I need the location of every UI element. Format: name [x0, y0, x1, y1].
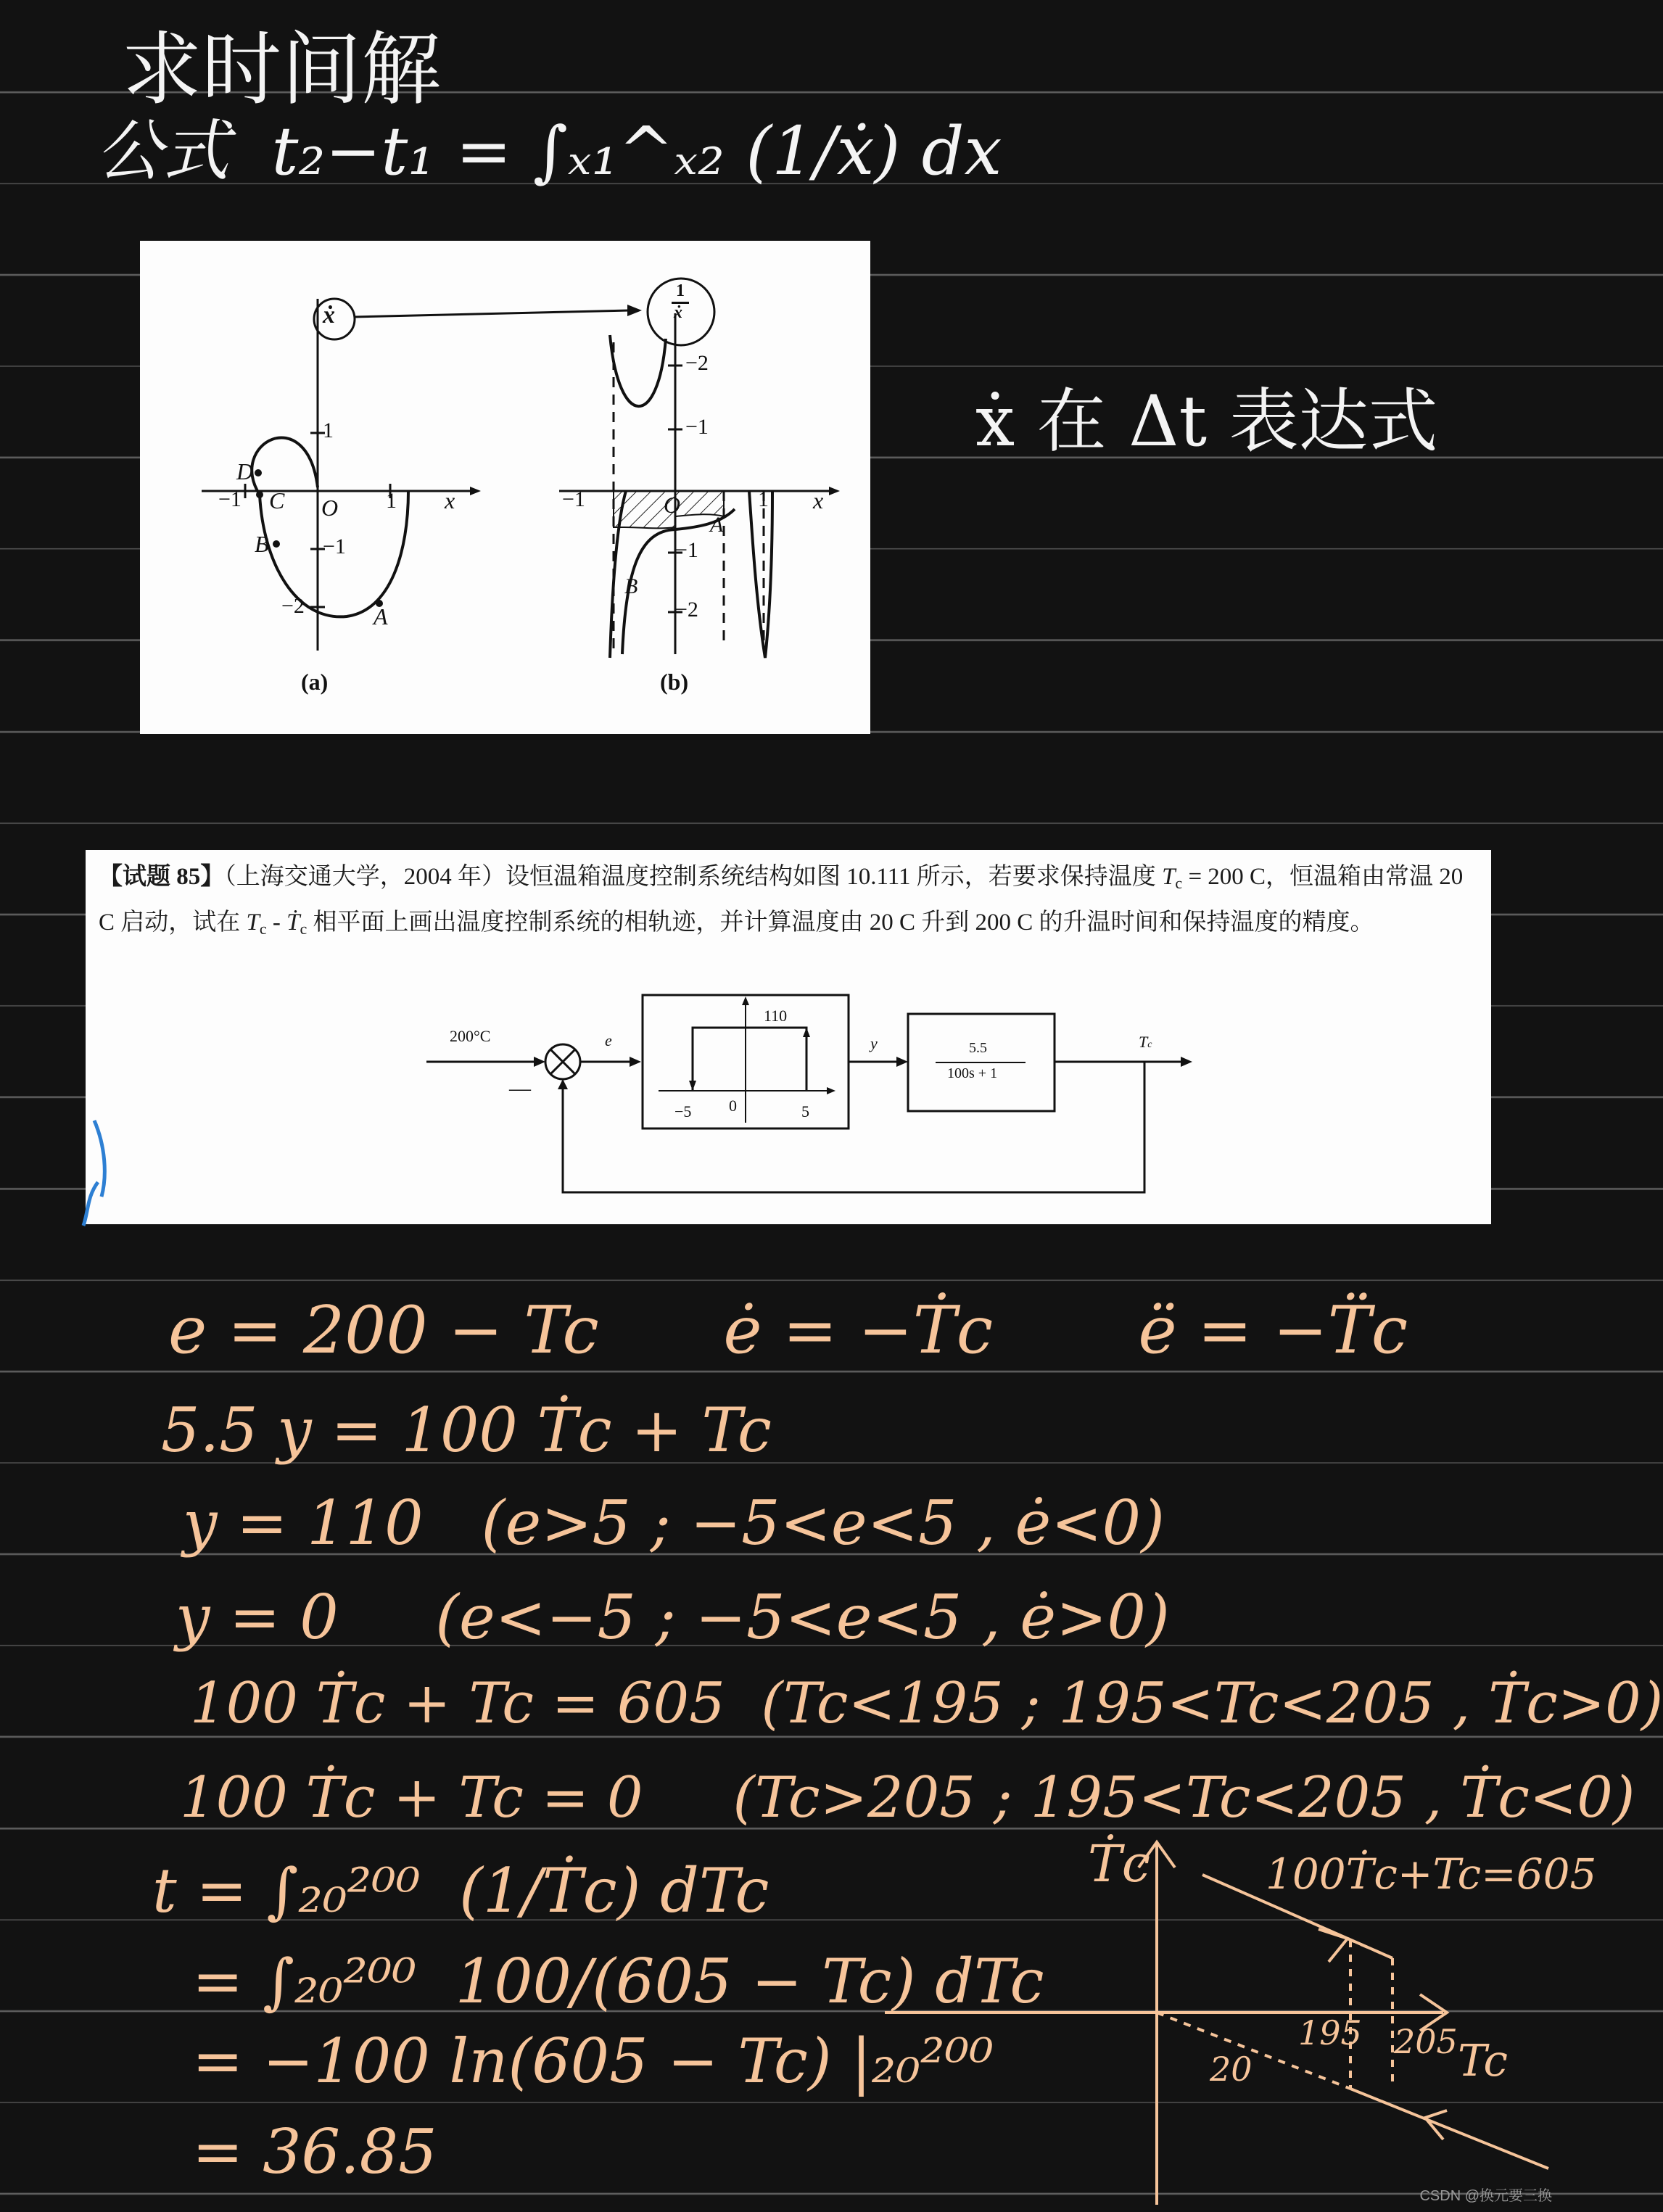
problem-source: （上海交通大学，2004 年）	[224, 864, 505, 890]
relay-zero-label: 0	[729, 1097, 737, 1115]
caption-b: (b)	[660, 669, 689, 695]
tc-symbol-2: T	[246, 909, 260, 936]
curve-a	[252, 437, 408, 616]
caption-a: (a)	[301, 669, 329, 695]
solution-line-6: 100 Ṫc + Tc = 0 (Tc>205 ; 195<Tc<205 , Ṫc<0)	[180, 1765, 1635, 1831]
formula-note: 公式 t₂−t₁ = ∫ₓ₁^ₓ₂ (1/ẋ) dx	[96, 112, 1002, 190]
e-label: e	[605, 1031, 612, 1049]
solution-line-5: 100 Ṫc + Tc = 605 (Tc<195 ; 195<Tc<205 , Ṫc>0)	[190, 1671, 1663, 1736]
problem-title: 【试题 85】	[99, 864, 225, 890]
transform-arrow	[355, 310, 630, 317]
label-b-y-den: ẋ	[674, 303, 682, 322]
watermark: CSDN @换元要三换	[1419, 2188, 1552, 2204]
tc-dot-symbol: Ṫ	[286, 909, 300, 936]
label-b-y-num: 1	[676, 281, 685, 300]
arrow-a-x	[470, 487, 481, 495]
sketch-y-label: Ṫc	[1088, 1834, 1150, 1894]
label-a-tick-1: 1	[386, 489, 397, 513]
tf-denominator: 100s + 1	[947, 1065, 998, 1081]
input-label: 200°C	[450, 1027, 491, 1045]
label-a-x: x	[445, 487, 455, 513]
output-label: Tc	[1139, 1033, 1152, 1051]
phase-plane-figure	[140, 241, 870, 734]
label-a-tick-ym1: −1	[323, 535, 346, 558]
block-diagram	[86, 850, 1491, 1224]
marker-c	[256, 491, 263, 498]
relay-pos-label: 5	[801, 1102, 809, 1121]
label-a-origin: O	[321, 495, 339, 521]
relay-high-label: 110	[764, 1007, 788, 1025]
tf-numerator: 5.5	[969, 1040, 987, 1056]
label-a-tick-m1: −1	[218, 487, 242, 511]
label-a-tick-y1: 1	[323, 418, 334, 442]
label-b-point-b: B	[624, 574, 638, 598]
sketch-20-label: 20	[1210, 2050, 1253, 2089]
label-point-a: A	[374, 603, 388, 630]
solution-line-8: = ∫₂₀²⁰⁰ 100/(605 − Tc) dTc	[192, 1946, 1044, 2017]
sketch-195-label: 195	[1298, 2013, 1362, 2052]
label-b-tick-y1: −1	[685, 415, 709, 439]
sketch-line-label: 100Ṫc+Tc=605	[1266, 1849, 1597, 1899]
label-b-tick-y2: −2	[685, 351, 709, 375]
solution-line-9: = −100 ln(605 − Tc) |₂₀²⁰⁰	[192, 2026, 994, 2097]
solution-line-4: y = 0 (e<−5 ; −5<e<5 , ė>0)	[176, 1582, 1170, 1653]
heading-note: 求时间解	[122, 23, 441, 116]
label-b-tick-ym2: −2	[675, 598, 698, 622]
curve-b-upper	[610, 335, 666, 406]
relay-neg-label: −5	[674, 1102, 692, 1121]
marker-b	[273, 540, 280, 548]
minus-label: —	[509, 1076, 531, 1100]
sketch-205-label: 205	[1394, 2022, 1458, 2061]
blue-scribble	[73, 1117, 116, 1233]
label-a-ydot: ẋ	[323, 302, 335, 329]
label-b-tick-m1: −1	[562, 487, 585, 511]
problem-text: 【试题 85】（上海交通大学，2004 年）设恒温箱温度控制系统结构如图 10.111 所示，若要求保持温度 $T_c = 200$ C，恒温箱由常温 20 C 启动，试在 $T_c$ - Ṫ$_c$ 相平面上画出温度控制系统的相轨迹，并计算温度由 20 C 升到 200 C 的升温时间和保持温度的精度。	[99, 864, 1464, 938]
label-b-origin: O	[664, 492, 681, 518]
label-point-b: B	[255, 531, 269, 557]
solution-line-1: e = 200 − Tc ė = −Ṫc ë = −T̈c	[168, 1292, 1408, 1369]
solution-line-2: 5.5 y = 100 Ṫc + Tc	[161, 1395, 772, 1466]
solution-line-3: y = 110 (e>5 ; −5<e<5 , ė<0)	[183, 1487, 1165, 1559]
label-b-point-a: A	[710, 513, 724, 537]
problem-card	[86, 850, 1491, 1224]
y-label: y	[870, 1034, 878, 1052]
side-note: ẋ 在 Δt 表达式	[975, 381, 1438, 462]
marker-d	[255, 469, 262, 476]
problem-text-part1: 设恒温箱温度控制系统结构如图 10.111 所示，若要求保持温度	[505, 864, 1163, 890]
label-b-tick-ym1: −1	[675, 538, 698, 562]
label-b-x: x	[813, 487, 824, 513]
arrow-b-x	[829, 487, 840, 495]
problem-text-part3: 相平面上画出温度控制系统的相轨迹，并计算温度由 20 C 升到 200 C 的升温时间和保持温度的精度。	[307, 909, 1374, 936]
label-b-tick-1: 1	[758, 487, 769, 511]
solution-line-7: t = ∫₂₀²⁰⁰ (1/Ṫc) dTc	[152, 1855, 769, 1926]
sketch-x-label: Tc	[1458, 2036, 1508, 2087]
problem-text-part2: = 200 C，恒温箱由常温 20 C 启动，试在	[99, 864, 1464, 936]
label-point-d: D	[236, 458, 254, 484]
label-point-c: C	[269, 487, 285, 513]
sketch-lower-trajectory	[1350, 2089, 1548, 2168]
label-a-tick-ym2: −2	[281, 594, 305, 618]
curve-b-right	[749, 491, 772, 658]
tc-symbol: T	[1162, 864, 1176, 890]
dash: -	[266, 909, 287, 936]
solution-line-10: = 36.85	[192, 2116, 437, 2187]
